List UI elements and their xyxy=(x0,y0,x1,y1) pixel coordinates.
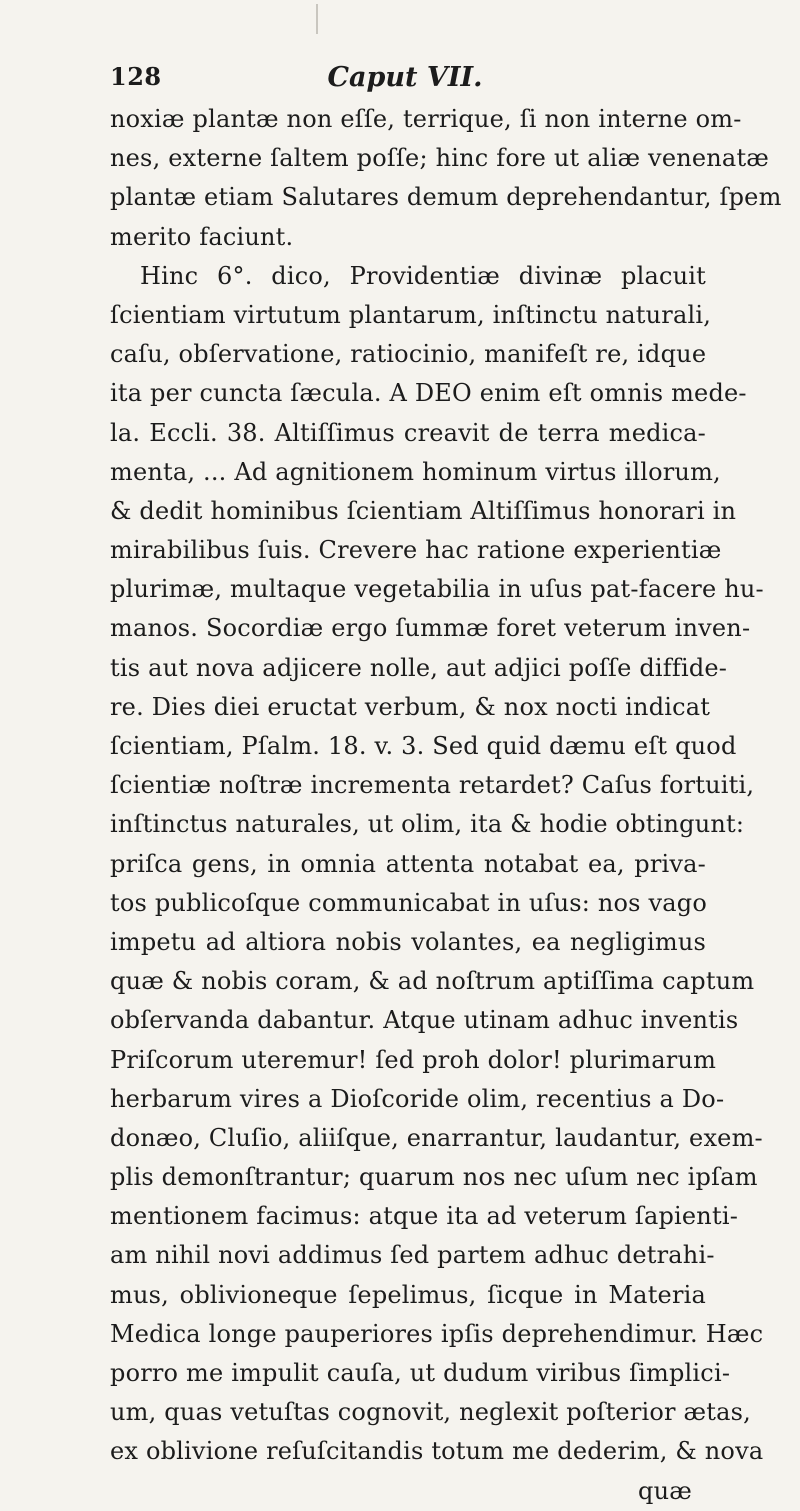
text-line: mirabilibus ſuis. Crevere hac ratione experientiæ xyxy=(110,536,722,565)
text-line: noxiæ plantæ non eſſe, terrique, ſi non interne om- xyxy=(110,105,742,133)
text-line: obſervanda dabantur. Atque utinam adhuc inventis xyxy=(110,1006,739,1035)
text-line: impetu ad altiora nobis volantes, ea negligimus xyxy=(110,927,706,956)
text-line: plurimæ, multaque vegetabilia in uſus pat-facere hu- xyxy=(110,575,764,604)
text-line: plantæ etiam Salutares demum deprehendantur, ſpem xyxy=(110,183,782,212)
text-line: caſu, obſervatione, ratiocinio, manifeſt re, idque xyxy=(110,340,707,369)
text-line: porro me impulit cauſa, ut dudum viribus ſimplici- xyxy=(110,1359,731,1387)
text-line: re. Dies diei eructat verbum, & nox nocti indicat xyxy=(110,692,711,721)
text-line: mentionem facimus: atque ita ad veterum ſapienti- xyxy=(110,1202,738,1231)
margin-mark xyxy=(316,4,318,34)
page-number: 128 xyxy=(110,62,162,91)
body-text xyxy=(110,100,782,1511)
text-line: ſcientiam, Pſalm. 18. v. 3. Sed quid dæmu eſt quod xyxy=(110,732,737,760)
text-line: Hinc 6°. dico, Providentiæ divinæ placuit xyxy=(140,261,706,290)
text-line: tis aut nova adjicere nolle, aut adjici poſſe diffide- xyxy=(110,653,728,682)
text-line: Medica longe pauperiores ipſis deprehendimur. Hæc xyxy=(110,1319,764,1348)
text-line: manos. Socordiæ ergo ſummæ foret veterum inven- xyxy=(110,614,751,643)
text-line: mus, oblivioneque ſepelimus, ſicque in Materia xyxy=(110,1280,706,1309)
text-line: nes, externe ſaltem poſſe; hinc fore ut aliæ venenatæ xyxy=(110,144,770,173)
page-header xyxy=(110,62,700,98)
text-line: um, quas vetuſtas cognovit, neglexit poſterior ætas, xyxy=(110,1398,751,1427)
text-line: merito faciunt. xyxy=(110,222,294,251)
text-line: donæo, Cluſio, aliiſque, enarrantur, laudantur, exem- xyxy=(110,1123,763,1152)
text-line: Priſcorum uteremur! ſed proh dolor! plurimarum xyxy=(110,1045,717,1074)
text-line: am nihil novi addimus ſed partem adhuc detrahi- xyxy=(110,1241,715,1270)
text-line: ita per cuncta ſæcula. A DEO enim eſt omnis mede- xyxy=(110,379,747,408)
text-line: & dedit hominibus ſcientiam Altiſſimus honorari in xyxy=(110,496,737,525)
text-line: ſcientiæ noſtræ incrementa retardet? Caſus fortuiti, xyxy=(110,771,755,800)
text-line: inſtinctus naturales, ut olim, ita & hodie obtingunt: xyxy=(110,810,745,839)
text-line: tos publicoſque communicabat in uſus: nos vago xyxy=(110,888,708,917)
text-line: quæ & nobis coram, & ad noſtrum aptiſſima captum xyxy=(110,967,755,996)
text-line: ſcientiam virtutum plantarum, inſtinctu naturali, xyxy=(110,300,712,329)
text-line: la. Eccli. 38. Altiſſimus creavit de terra medica- xyxy=(110,418,706,447)
text-line: plis demonſtrantur; quarum nos nec uſum nec ipſam xyxy=(110,1163,758,1192)
running-title: Caput VII. xyxy=(327,62,483,93)
text-line: herbarum vires a Dioſcoride olim, recentius a Do- xyxy=(110,1084,725,1113)
text-line: menta, ... Ad agnitionem hominum virtus illorum, xyxy=(110,457,721,486)
text-line: ex oblivione reſuſcitandis totum me dederim, & nova xyxy=(110,1437,764,1466)
text-line: priſca gens, in omnia attenta notabat ea, priva- xyxy=(110,849,706,878)
catchword: quæ xyxy=(638,1476,692,1505)
